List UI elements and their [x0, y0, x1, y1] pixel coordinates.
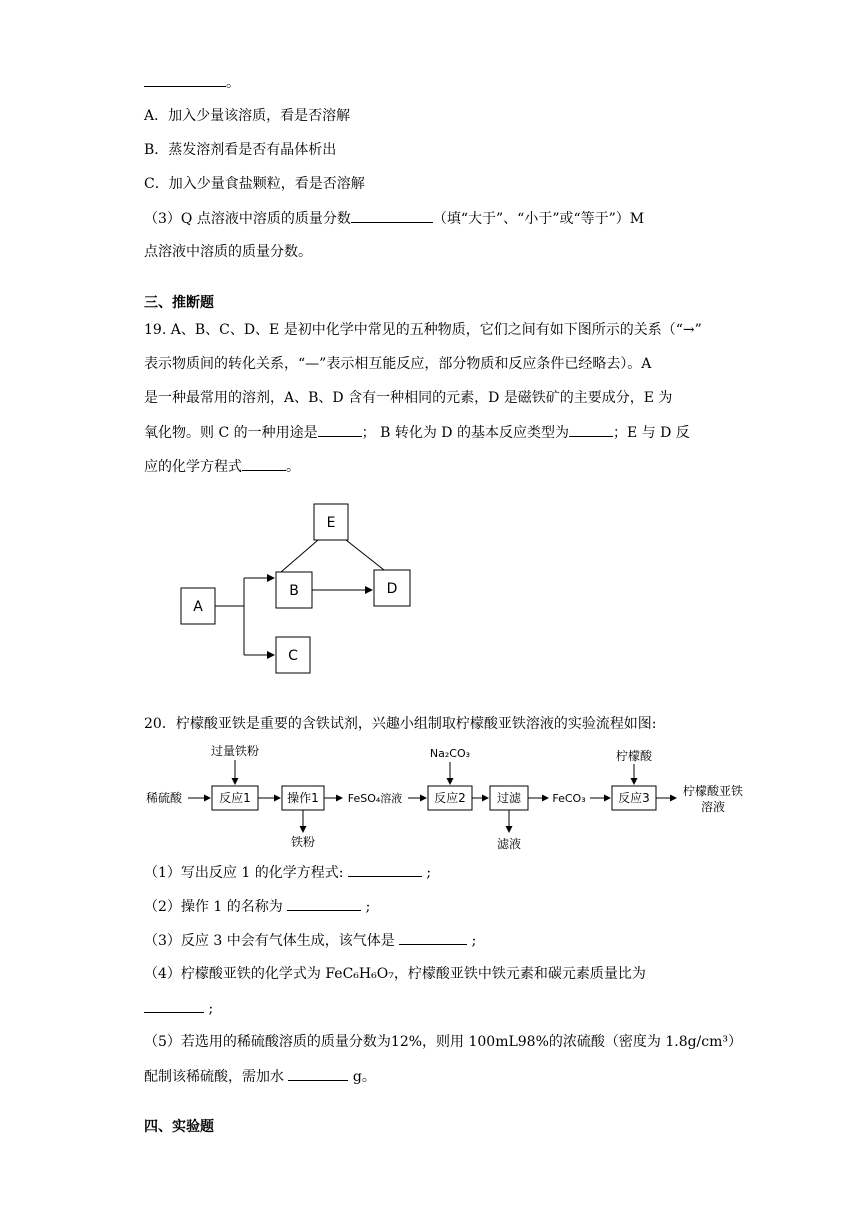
flow-filter-label: 过滤 — [496, 791, 522, 805]
flow-r2-label: 反应2 — [434, 791, 466, 805]
q18-part3: （3）Q 点溶液中溶质的质量分数 （填“大于”、“小于”或“等于”）M — [144, 208, 644, 229]
q19-line1: 19. A、B、C、D、E 是初中化学中常见的五种物质，它们之间有如下图所示的关系（“→” — [144, 322, 702, 338]
answer-blank[interactable] — [144, 998, 204, 1013]
q19-line3: 是一种最常用的溶剂，A、B、D 含有一种相同的元素，D 是磁铁矿的主要成分，E 为 — [144, 390, 673, 406]
node-label-a: A — [193, 599, 203, 615]
q19-line5: 应的化学方程式 。 — [144, 456, 300, 477]
answer-blank[interactable] — [348, 862, 422, 877]
q19-line2: 表示物质间的转化关系，“—”表示相互能反应，部分物质和反应条件已经略去）。A — [144, 356, 652, 372]
node-label-d: D — [386, 581, 398, 597]
q18-option-a: A．加入少量该溶质，看是否溶解 — [144, 108, 351, 124]
q20-sub1: （1）写出反应 1 的化学方程式: ; — [144, 862, 431, 883]
flow-feco3-label: FeCO₃ — [552, 792, 586, 805]
q18-option-b: B．蒸发溶剂看是否有晶体析出 — [144, 142, 337, 158]
node-label-b: B — [289, 583, 299, 599]
q20-sub5: （5）若选用的稀硫酸溶质的质量分数为12%，则用 100mL98%的浓硫酸（密度为 1.8g/cm³） — [144, 1034, 743, 1050]
flow-r3-label: 反应3 — [618, 791, 650, 805]
q20-sub2: （2）操作 1 的名称为 ; — [144, 896, 370, 917]
node-label-e: E — [326, 515, 336, 531]
answer-blank[interactable] — [287, 896, 361, 911]
section-heading-experiment: 四、实验题 — [144, 1119, 214, 1135]
q20-sub4: （4）柠檬酸亚铁的化学式为 FeC₆H₆O₇，柠檬酸亚铁中铁元素和碳元素质量比为 — [144, 966, 646, 982]
q18-first-line: 。 — [144, 72, 240, 93]
flow-r1-label: 反应1 — [219, 791, 251, 805]
q20-sub4-cont: ; — [144, 998, 213, 1019]
q19-line4: 氧化物。则 C 的一种用途是 ； B 转化为 D 的基本反应类型为 ；E 与 D 反 — [144, 422, 690, 443]
q20-intro: 20．柠檬酸亚铁是重要的含铁试剂，兴趣小组制取柠檬酸亚铁溶液的实验流程如图: — [144, 716, 657, 732]
q20-sub5-cont: 配制该稀硫酸，需加水 g。 — [144, 1066, 376, 1087]
flow-output-filtrate: 滤液 — [496, 837, 522, 851]
node-label-c: C — [288, 648, 298, 664]
flow-end-label-1: 柠檬酸亚铁 — [682, 784, 744, 798]
flow-input-citric: 柠檬酸 — [615, 749, 653, 763]
flow-end-label-2: 溶液 — [700, 800, 726, 814]
q20-sub3: （3）反应 3 中会有气体生成，该气体是 ; — [144, 930, 476, 951]
answer-blank[interactable] — [288, 1066, 348, 1081]
flow-op1-label: 操作1 — [287, 791, 319, 805]
flow-start-label: 稀硫酸 — [145, 791, 183, 805]
answer-blank[interactable] — [399, 930, 467, 945]
flow-feso4-label: FeSO₄溶液 — [347, 792, 403, 805]
q18-option-c: C．加入少量食盐颗粒，看是否溶解 — [144, 176, 365, 192]
flow-output-iron: 铁粉 — [290, 835, 316, 849]
flow-input-na2co3: Na₂CO₃ — [429, 747, 471, 760]
q18-part3-cont: 点溶液中溶质的质量分数。 — [144, 244, 312, 260]
flow-input-iron: 过量铁粉 — [210, 744, 260, 758]
section-heading-inference: 三、推断题 — [144, 295, 214, 311]
